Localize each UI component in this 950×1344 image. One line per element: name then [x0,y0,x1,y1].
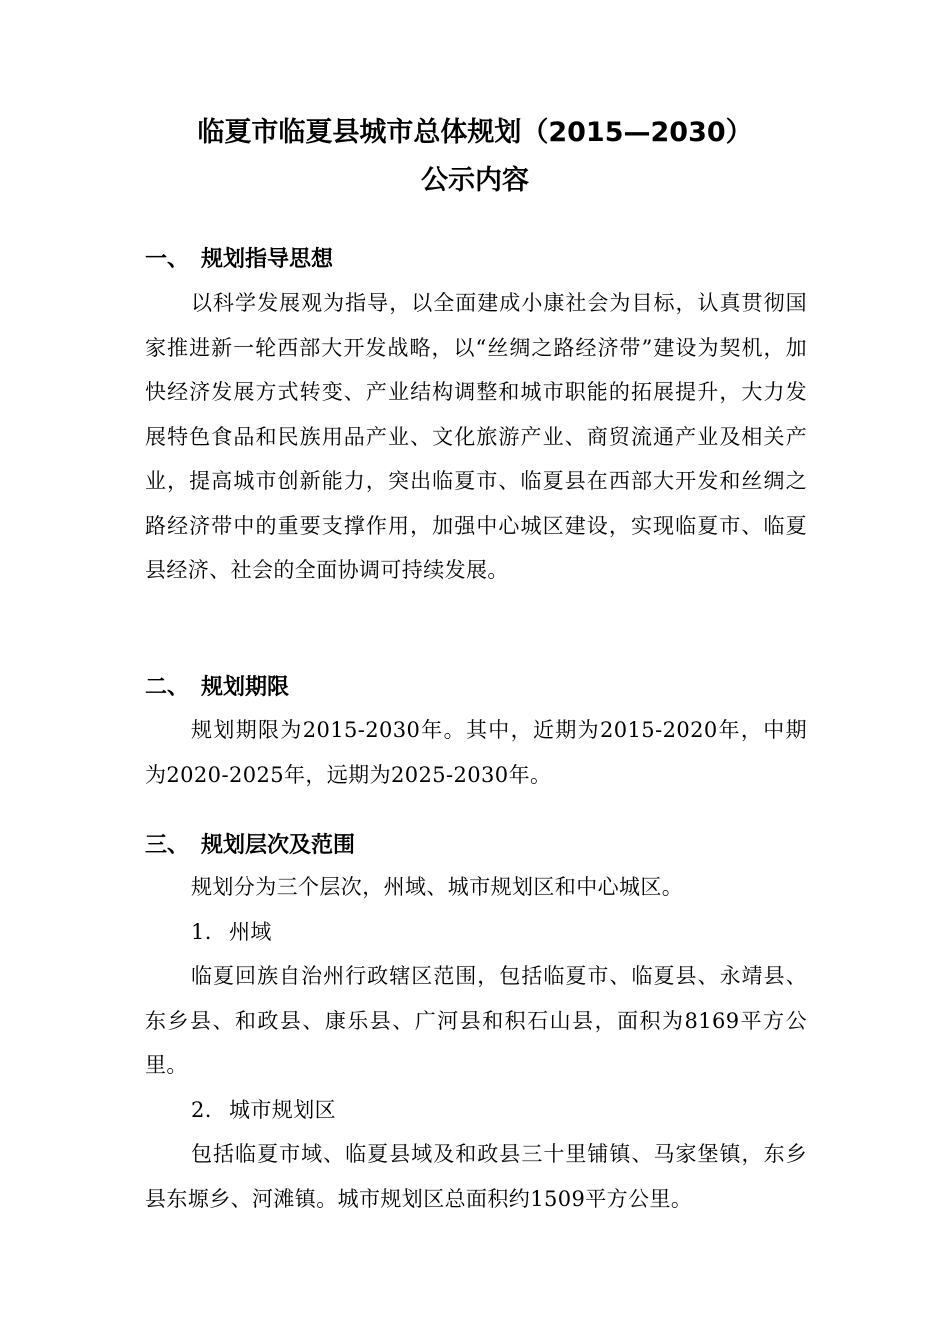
sub-item-city-planning-area [191,1088,336,1133]
sub-item-label: 城市规划区 [229,1098,336,1122]
document-subtitle: 公示内容 [421,165,529,196]
section-title: 规划指导思想 [201,247,334,272]
document-title: 临夏市临夏县城市总体规划（2015—2030） [197,117,753,148]
paragraph-city-planning-area: 包括临夏市域、临夏县域及和政县三十里铺镇、马家堡镇，东乡县东塬乡、河滩镇。城市规划区总面积约1509平方公里。 [145,1142,807,1211]
paragraph-prefecture: 临夏回族自治州行政辖区范围，包括临夏市、临夏县、永靖县、东乡县、和政县、康乐县、广河县和积石山县，面积为8169平方公里。 [145,964,807,1077]
sub-item-label: 州域 [229,920,272,944]
section-number: 三、 [145,833,190,858]
paragraph-guiding-ideology: 以科学发展观为指导，以全面建成小康社会为目标，认真贯彻国家推进新一轮西部大开发战略，以“丝绸之路经济带”建设为契机，加快经济发展方式转变、产业结构调整和城市职能的拓展提升，大力发展特色食品和民族用品产业、文化旅游产业、商贸流通产业及相关产业，提高城市创新能力，突出临夏市、临夏县在西部大开发和丝绸之路经济带中的重要支撑作用，加强中心城区建设，实现临夏市、临夏县经济、社会的全面协调可持续发展。 [145,291,807,582]
paragraph-planning-levels-intro: 规划分为三个层次，州域、城市规划区和中心城区。 [191,875,684,899]
section-heading-guiding-ideology [145,245,333,275]
section-heading-planning-period [145,673,289,703]
sub-item-number: 2. [191,1098,212,1122]
section-title: 规划期限 [201,675,290,700]
sub-item-prefecture [191,910,272,955]
section-heading-planning-levels [145,831,355,861]
section-number: 一、 [145,247,190,272]
section-title: 规划层次及范围 [201,833,356,858]
section-number: 二、 [145,675,190,700]
sub-item-number: 1. [191,920,212,944]
paragraph-planning-period: 规划期限为2015-2030年。其中，近期为2015-2020年，中期为2020-2025年，远期为2025-2030年。 [145,718,807,787]
